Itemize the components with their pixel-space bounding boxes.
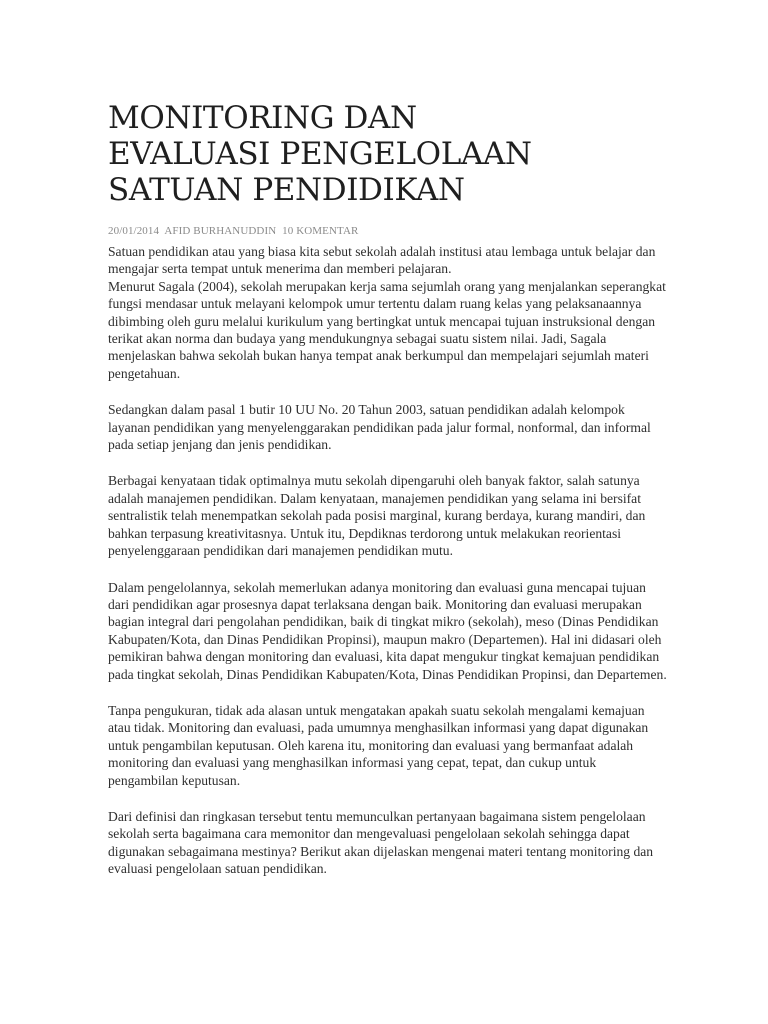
paragraph-pengelolaan: Dalam pengelolannya, sekolah memerlukan adanya monitoring dan evaluasi guna mencapai tujuan dari pendidikan agar prosesnya dapat terlaksana dengan baik. Monitoring dan evaluasi merupakan bagian integral dari pengolahan pendidikan, baik di tingkat mikro (sekolah), meso (Dinas Pendidikan Kabupaten/Kota, dan Dinas Pendidikan Propinsi), maupun makro (Departemen). Hal ini didasari oleh pemikiran bahwa dengan monitoring dan evaluasi, kita dapat mengukur tingkat kemajuan pendidikan pada tingkat sekolah, Dinas Pendidikan Kabupaten/Kota, Dinas Pendidikan Propinsi, dan Departemen. [108, 579, 667, 682]
paragraph-intro [108, 243, 668, 278]
paragraph-sagala: Menurut Sagala (2004), sekolah merupakan kerja sama sejumlah orang yang menjalankan seperangkat fungsi mendasar untuk melayani kelompok umur tertentu dalam ruang kelas yang pelaksanaannya dibimbing oleh guru melalui kurikulum yang bertingkat untuk mencapai tujuan instruksional dengan terikat akan norma dan budaya yang mendukungnya sebagai suatu sistem nilai. Jadi, Sagala menjelaskan bahwa sekolah bukan hanya tempat anak berkumpul dan mempelajari sejumlah materi pengetahuan. [108, 278, 666, 381]
post-author[interactable]: AFID BURHANUDDIN [164, 225, 277, 237]
comment-count[interactable]: 10 KOMENTAR [282, 225, 359, 237]
paragraph-kenyataan: Berbagai kenyataan tidak optimalnya mutu sekolah dipengaruhi oleh banyak faktor, salah satunya adalah manajemen pendidikan. Dalam kenyataan, manajemen pendidikan yang selama ini bersifat sentralistik telah menempatkan sekolah pada posisi marginal, kurang berdaya, kurang mandiri, dan bahkan terpasung kreativitasnya. Untuk itu, Depdiknas terdorong untuk melakukan reorientasi penyelenggaraan pendidikan dari manajemen pendidikan mutu. [108, 473, 646, 559]
paragraph-intro-text: Satuan pendidikan atau yang biasa kita sebut sekolah adalah institusi atau lembaga untuk belajar dan mengajar serta tempat untuk menerima dan memberi pelajaran. [108, 244, 656, 277]
article-body [108, 243, 668, 878]
post-date: 20/01/2014 [108, 225, 160, 237]
paragraph-definisi: Dari definisi dan ringkasan tersebut tentu memunculkan pertanyaan bagaimana sistem pengelolaan sekolah serta bagaimana cara memonitor dan mengevaluasi pengelolaan sekolah sehingga dapat digunakan sebagaimana mestinya? Berikut akan dijelaskan mengenai materi tentang monitoring dan evaluasi pengelolaan satuan pendidikan. [108, 808, 654, 877]
article-meta [108, 224, 668, 238]
paragraph-uu: Sedangkan dalam pasal 1 butir 10 UU No. 20 Tahun 2003, satuan pendidikan adalah kelompok layanan pendidikan yang menyelenggarakan pendidikan pada jalur formal, nonformal, dan informal pada setiap jenjang dan jenis pendidikan. [108, 402, 651, 453]
article [108, 100, 668, 897]
article-title: MONITORING DAN EVALUASI PENGELOLAAN SATUAN PENDIDIKAN [108, 100, 532, 208]
paragraph-pengukuran: Tanpa pengukuran, tidak ada alasan untuk mengatakan apakah suatu sekolah mengalami kemajuan atau tidak. Monitoring dan evaluasi, pada umumnya menghasilkan informasi yang dapat digunakan untuk pengambilan keputusan. Oleh karena itu, monitoring dan evaluasi yang bermanfaat adalah monitoring dan evaluasi yang menghasilkan informasi yang cepat, tepat, dan cukup untuk pengambilan keputusan. [108, 702, 649, 788]
